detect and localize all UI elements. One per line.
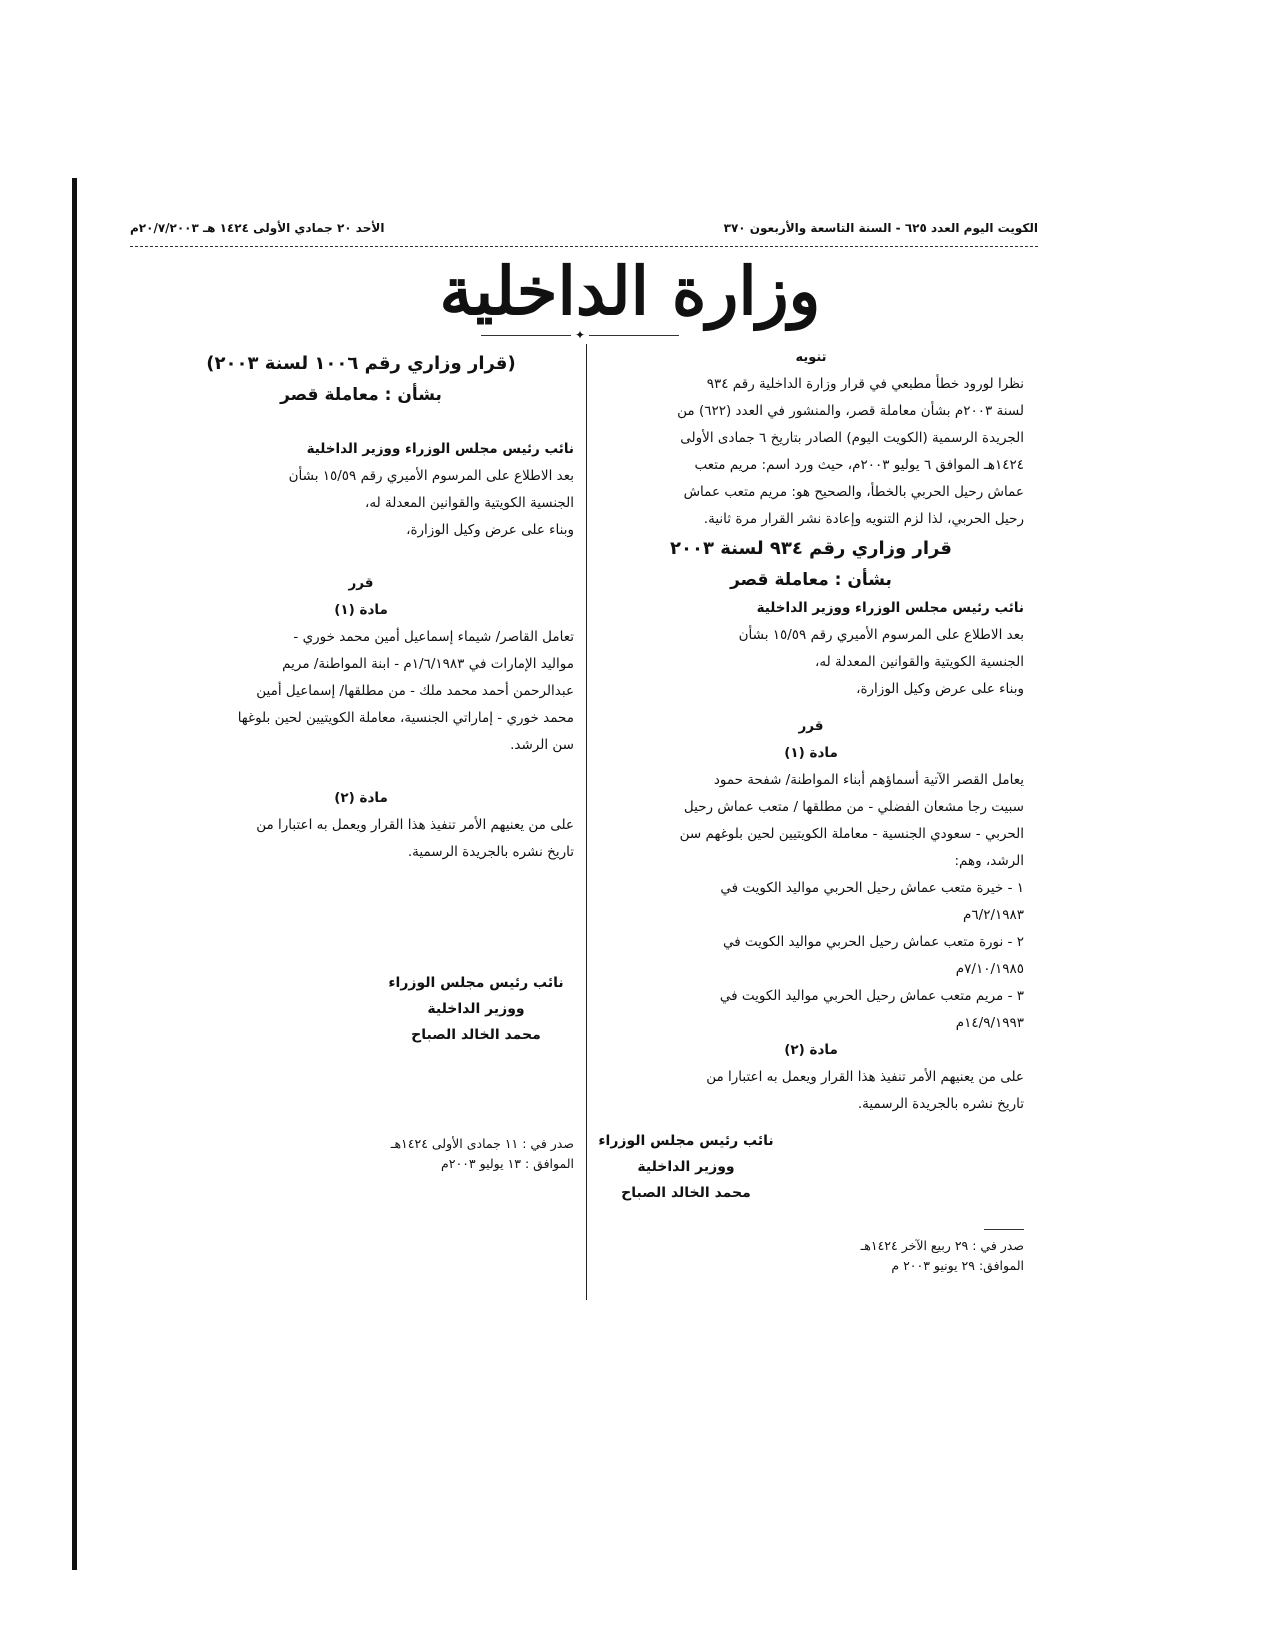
article-2-line: تاريخ نشره بالجريدة الرسمية. xyxy=(407,844,574,860)
signature-line: ووزير الداخلية xyxy=(637,1159,735,1175)
decision-title: (قرار وزاري رقم ١٠٠٦ لسنة ٢٠٠٣) xyxy=(206,353,516,374)
notice-title: تنويه xyxy=(795,350,827,365)
preamble-line: الجنسية الكويتية والقوانين المعدلة له، xyxy=(815,654,1024,670)
issue-date-line: الموافق : ١٣ يوليو ٢٠٠٣م xyxy=(441,1156,574,1171)
signature-line: محمد الخالد الصباح xyxy=(411,1027,541,1043)
ministry-masthead: وزارة الداخلية xyxy=(439,252,821,330)
signature-line: ووزير الداخلية xyxy=(427,1001,525,1017)
article-1-line: ٣ - مريم متعب عماش رحيل الحربي مواليد الكويت في xyxy=(719,988,1024,1004)
article-2-title: مادة (٢) xyxy=(784,1042,838,1058)
article-1-line: يعامل القصر الآتية أسماؤهم أبناء المواطنة/ شفحة حمود xyxy=(713,772,1024,788)
article-1-line: سبيت رجا مشعان الفضلي - من مطلقها / متعب عماش رحيل xyxy=(683,799,1024,815)
left-column xyxy=(148,348,574,1174)
decision-issuer: نائب رئيس مجلس الوزراء ووزير الداخلية xyxy=(306,441,574,457)
issue-date-block xyxy=(638,1216,1024,1276)
article-2-line: على من يعنيهم الأمر تنفيذ هذا القرار ويعمل به اعتبارا من xyxy=(256,817,574,833)
article-1-line: عبدالرحمن أحمد محمد ملك - من مطلقها/ إسماعيل أمين xyxy=(256,683,574,699)
signature-line: محمد الخالد الصباح xyxy=(621,1185,751,1201)
issue-date-line: الموافق: ٢٩ يونيو ٢٠٠٣ م xyxy=(891,1258,1024,1273)
scan-edge-bar xyxy=(72,178,77,1570)
article-2-line: على من يعنيهم الأمر تنفيذ هذا القرار ويعمل به اعتبارا من xyxy=(706,1069,1024,1085)
article-1-line: تعامل القاصر/ شيماء إسماعيل أمين محمد خوري - xyxy=(293,629,574,645)
right-column xyxy=(598,344,1024,1276)
article-1-line: ٧/١٠/١٩٨٥م xyxy=(955,961,1024,977)
notice-line: لسنة ٢٠٠٣م بشأن معاملة قصر، والمنشور في العدد (٦٢٢) من xyxy=(677,403,1024,419)
decision-subject: بشأن : معاملة قصر xyxy=(280,385,442,405)
article-2-title: مادة (٢) xyxy=(334,790,388,806)
article-1-title: مادة (١) xyxy=(784,745,838,761)
decides-label: قرر xyxy=(798,718,824,734)
signature-line: نائب رئيس مجلس الوزراء xyxy=(598,1133,774,1149)
article-1-line: محمد خوري - إماراتي الجنسية، معاملة الكويتيين لحين بلوغها xyxy=(237,710,574,726)
signature-block xyxy=(378,970,574,1048)
issue-date-line: صدر في : ١١ جمادى الأولى ١٤٢٤هـ xyxy=(390,1136,574,1151)
header-rule xyxy=(130,246,1038,247)
notice-line: نظرا لورود خطأ مطبعي في قرار وزارة الداخلية رقم ٩٣٤ xyxy=(706,376,1024,392)
signature-block xyxy=(598,1128,774,1206)
preamble-line: الجنسية الكويتية والقوانين المعدلة له، xyxy=(365,495,574,511)
article-1-line: ١ - خيرة متعب عماش رحيل الحربي مواليد الكويت في xyxy=(720,880,1024,896)
decision-subject: بشأن : معاملة قصر xyxy=(730,570,892,590)
issue-date-block xyxy=(358,1134,574,1174)
signature-line: نائب رئيس مجلس الوزراء xyxy=(388,975,564,991)
article-1-line: ١٤/٩/١٩٩٣م xyxy=(955,1015,1024,1031)
page-header xyxy=(130,221,1038,247)
preamble-line: وبناء على عرض وكيل الوزارة، xyxy=(856,681,1024,697)
preamble-line: بعد الاطلاع على المرسوم الأميري رقم ١٥/٥٩ بشأن xyxy=(738,627,1024,643)
notice-line: الجريدة الرسمية (الكويت اليوم) الصادر بتاريخ ٦ جمادى الأولى xyxy=(680,430,1024,446)
notice-line: رحيل الحربي، لذا لزم التنويه وإعادة نشر القرار مرة ثانية. xyxy=(703,511,1024,527)
decision-issuer: نائب رئيس مجلس الوزراء ووزير الداخلية xyxy=(756,600,1024,616)
article-2-line: تاريخ نشره بالجريدة الرسمية. xyxy=(857,1096,1024,1112)
column-divider xyxy=(586,344,587,1300)
header-issue-info: الكويت اليوم العدد ٦٢٥ - السنة التاسعة والأربعون ٣٧٠ xyxy=(723,221,1038,235)
article-1-line: ٢ - نورة متعب عماش رحيل الحربي مواليد الكويت في xyxy=(722,934,1024,950)
header-date: الأحد ٢٠ جمادي الأولى ١٤٢٤ هـ ٢٠/٧/٢٠٠٣م xyxy=(130,221,385,235)
notice-body xyxy=(598,371,1024,533)
preamble-line: بعد الاطلاع على المرسوم الأميري رقم ١٥/٥٩ بشأن xyxy=(288,468,574,484)
article-1-title: مادة (١) xyxy=(334,602,388,618)
preamble-line: وبناء على عرض وكيل الوزارة، xyxy=(406,522,574,538)
masthead-ornament: ✦ xyxy=(470,328,690,342)
decision-title: قرار وزاري رقم ٩٣٤ لسنة ٢٠٠٣ xyxy=(670,538,952,559)
notice-line: عماش رحيل الحربي بالخطأ، والصحيح هو: مريم متعب عماش xyxy=(683,484,1024,500)
notice-line: ١٤٢٤هـ الموافق ٦ يوليو ٢٠٠٣م، حيث ورد اسم: مريم متعب xyxy=(694,457,1024,473)
article-1-line: الحربي - سعودي الجنسية - معاملة الكويتيين لحين بلوغهم سن xyxy=(679,826,1024,842)
issue-date-line: صدر في : ٢٩ ربيع الآخر ١٤٢٤هـ xyxy=(860,1238,1024,1253)
decides-label: قرر xyxy=(348,575,374,591)
article-1-line: ٦/٢/١٩٨٣م xyxy=(963,907,1024,923)
article-1-line: سن الرشد. xyxy=(510,737,574,753)
article-1-line: مواليد الإمارات في ١/٦/١٩٨٣م - ابنة المواطنة/ مريم xyxy=(282,656,574,672)
article-1-line: الرشد، وهم: xyxy=(954,853,1024,869)
